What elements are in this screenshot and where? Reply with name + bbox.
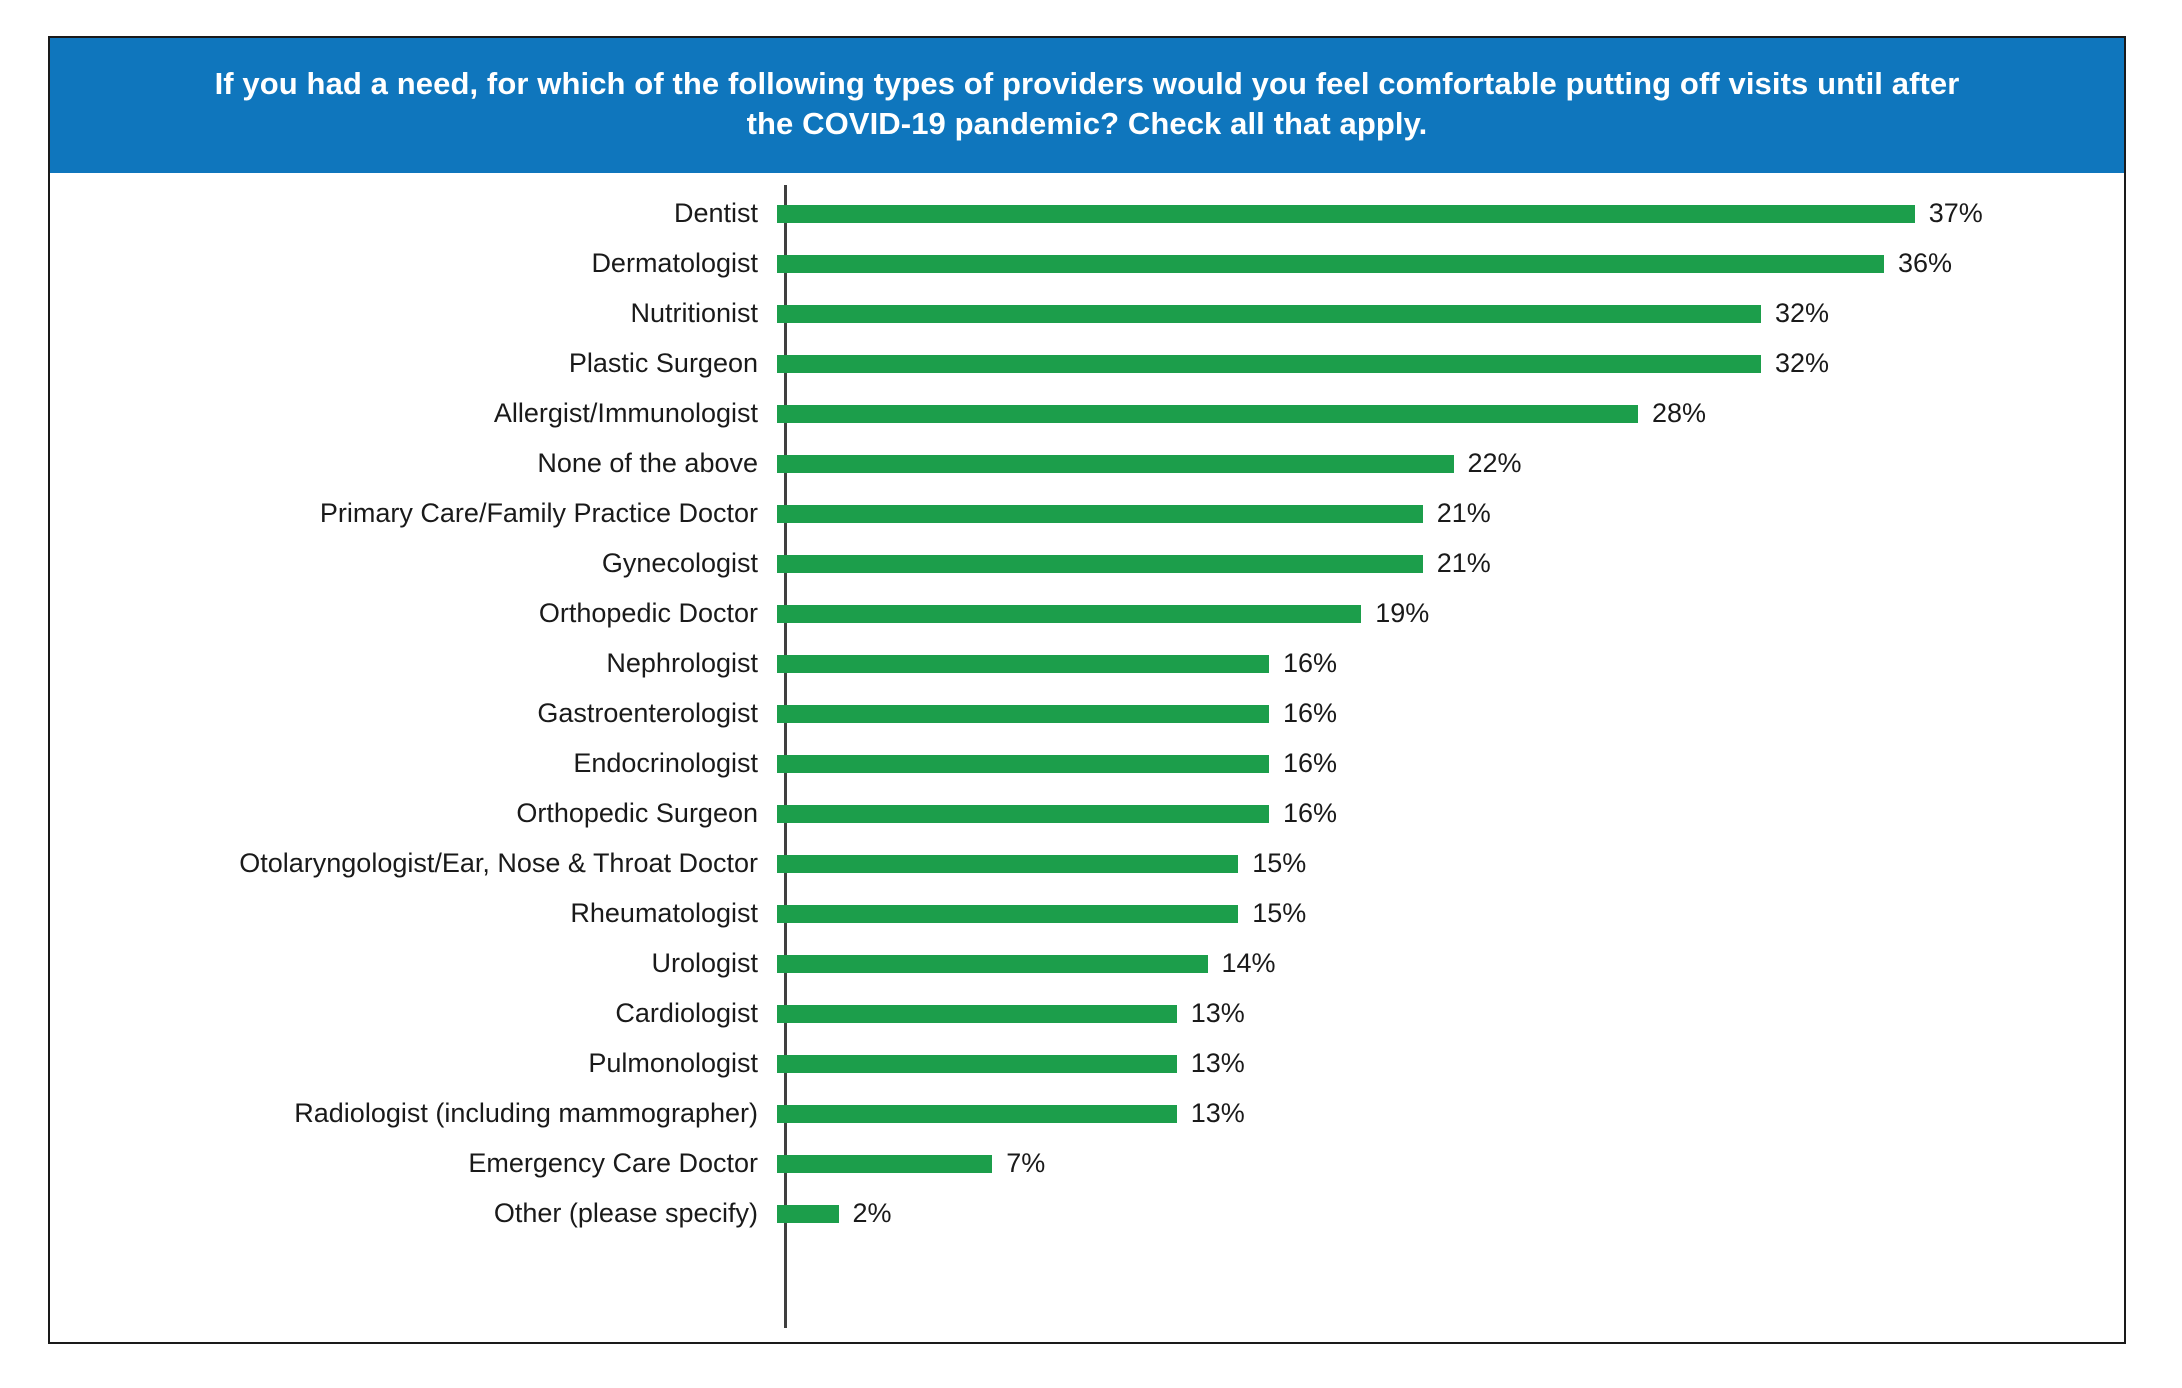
bar-category-label: Dermatologist [591,248,758,279]
bar-row [50,239,2124,289]
bar [777,405,1638,423]
bar-row [50,989,2124,1039]
bar-track [777,589,2124,639]
bar-row [50,189,2124,239]
bar [777,805,1269,823]
bar-track [777,889,2124,939]
bar-category-label: Otolaryngologist/Ear, Nose & Throat Doctor [239,848,758,879]
bar-category-label: Dentist [673,198,758,229]
bar-category-label: Other (please specify) [493,1198,758,1229]
bar [777,905,1238,923]
bar-value-label: 16% [1283,698,1338,729]
bar-row [50,939,2124,989]
bar-row [50,839,2124,889]
bar-value-label: 32% [1775,298,1830,329]
bar-track [777,1189,2124,1239]
bar-category-label: Radiologist (including mammographer) [294,1098,758,1129]
bar-category-label: Primary Care/Family Practice Doctor [319,498,758,529]
bar-row [50,789,2124,839]
bar [777,205,1915,223]
bar [777,605,1361,623]
bar-value-label: 16% [1283,798,1338,829]
bar-value-label: 13% [1190,1098,1245,1129]
bar-track [777,489,2124,539]
bar-row [50,689,2124,739]
bar-category-label: None of the above [537,448,758,479]
bar-track [777,689,2124,739]
bar-value-label: 16% [1283,648,1338,679]
bar-track [777,339,2124,389]
bar-track [777,989,2124,1039]
bar-track [777,539,2124,589]
bar-value-label: 15% [1252,848,1307,879]
bar-category-label: Endocrinologist [573,748,758,779]
bar-value-label: 13% [1190,1048,1245,1079]
bar-category-label: Rheumatologist [570,898,758,929]
bar-row [50,589,2124,639]
bar [777,1105,1177,1123]
bar [777,1005,1177,1023]
bar-row [50,639,2124,689]
bar-value-label: 21% [1436,498,1491,529]
bar-row [50,889,2124,939]
bar-value-label: 22% [1467,448,1522,479]
bar-value-label: 37% [1928,198,1983,229]
bar-category-label: Nutritionist [630,298,758,329]
bar-category-label: Emergency Care Doctor [468,1148,758,1179]
bar-category-label: Allergist/Immunologist [493,398,758,429]
bar-value-label: 21% [1436,548,1491,579]
chart-title: If you had a need, for which of the following types of providers would you feel comfortable putting off visits until after the COVID-19 pandemic? Check all that apply. [50,38,2124,173]
bar-track [777,789,2124,839]
bar-category-label: Pulmonologist [588,1048,758,1079]
bar [777,305,1761,323]
bar [777,555,1423,573]
bar-track [777,1139,2124,1189]
chart-card [48,36,2126,1344]
bar-category-label: Urologist [651,948,758,979]
bar-row [50,489,2124,539]
bar-row [50,389,2124,439]
bar-value-label: 7% [1006,1148,1046,1179]
bar-category-label: Orthopedic Surgeon [516,798,758,829]
bar-value-label: 14% [1221,948,1276,979]
bar [777,255,1884,273]
bar-row [50,1139,2124,1189]
bar-track [777,239,2124,289]
bar-category-label: Plastic Surgeon [568,348,758,379]
bar [777,505,1423,523]
bar-track [777,839,2124,889]
bar-value-label: 13% [1190,998,1245,1029]
bar-track [777,1089,2124,1139]
bar-row [50,539,2124,589]
bar [777,755,1269,773]
bar [777,1205,839,1223]
bar-track [777,1039,2124,1089]
bar-value-label: 36% [1898,248,1953,279]
bar [777,705,1269,723]
bar-row [50,289,2124,339]
bar-row [50,1089,2124,1139]
bar-value-label: 28% [1652,398,1707,429]
bar-value-label: 19% [1375,598,1430,629]
bar-row [50,339,2124,389]
bar-track [777,939,2124,989]
bar-category-label: Cardiologist [615,998,758,1029]
bar-category-label: Gastroenterologist [537,698,758,729]
bar-category-label: Gynecologist [601,548,758,579]
bar-track [777,739,2124,789]
bar-track [777,189,2124,239]
bar [777,955,1208,973]
bar-category-label: Orthopedic Doctor [538,598,758,629]
bar-value-label: 2% [852,1198,892,1229]
bar-track [777,389,2124,439]
bar-category-label: Nephrologist [606,648,758,679]
bar [777,1055,1177,1073]
bar [777,1155,992,1173]
bar-row [50,1189,2124,1239]
bar [777,855,1238,873]
bar-value-label: 32% [1775,348,1830,379]
bar-track [777,289,2124,339]
bar [777,355,1761,373]
bar-track [777,639,2124,689]
bar-row [50,1039,2124,1089]
bar-rows [50,189,2124,1324]
plot-area [50,173,2124,1342]
bar-row [50,739,2124,789]
bar [777,655,1269,673]
bar-row [50,439,2124,489]
bar [777,455,1454,473]
bar-value-label: 15% [1252,898,1307,929]
bar-value-label: 16% [1283,748,1338,779]
bar-track [777,439,2124,489]
